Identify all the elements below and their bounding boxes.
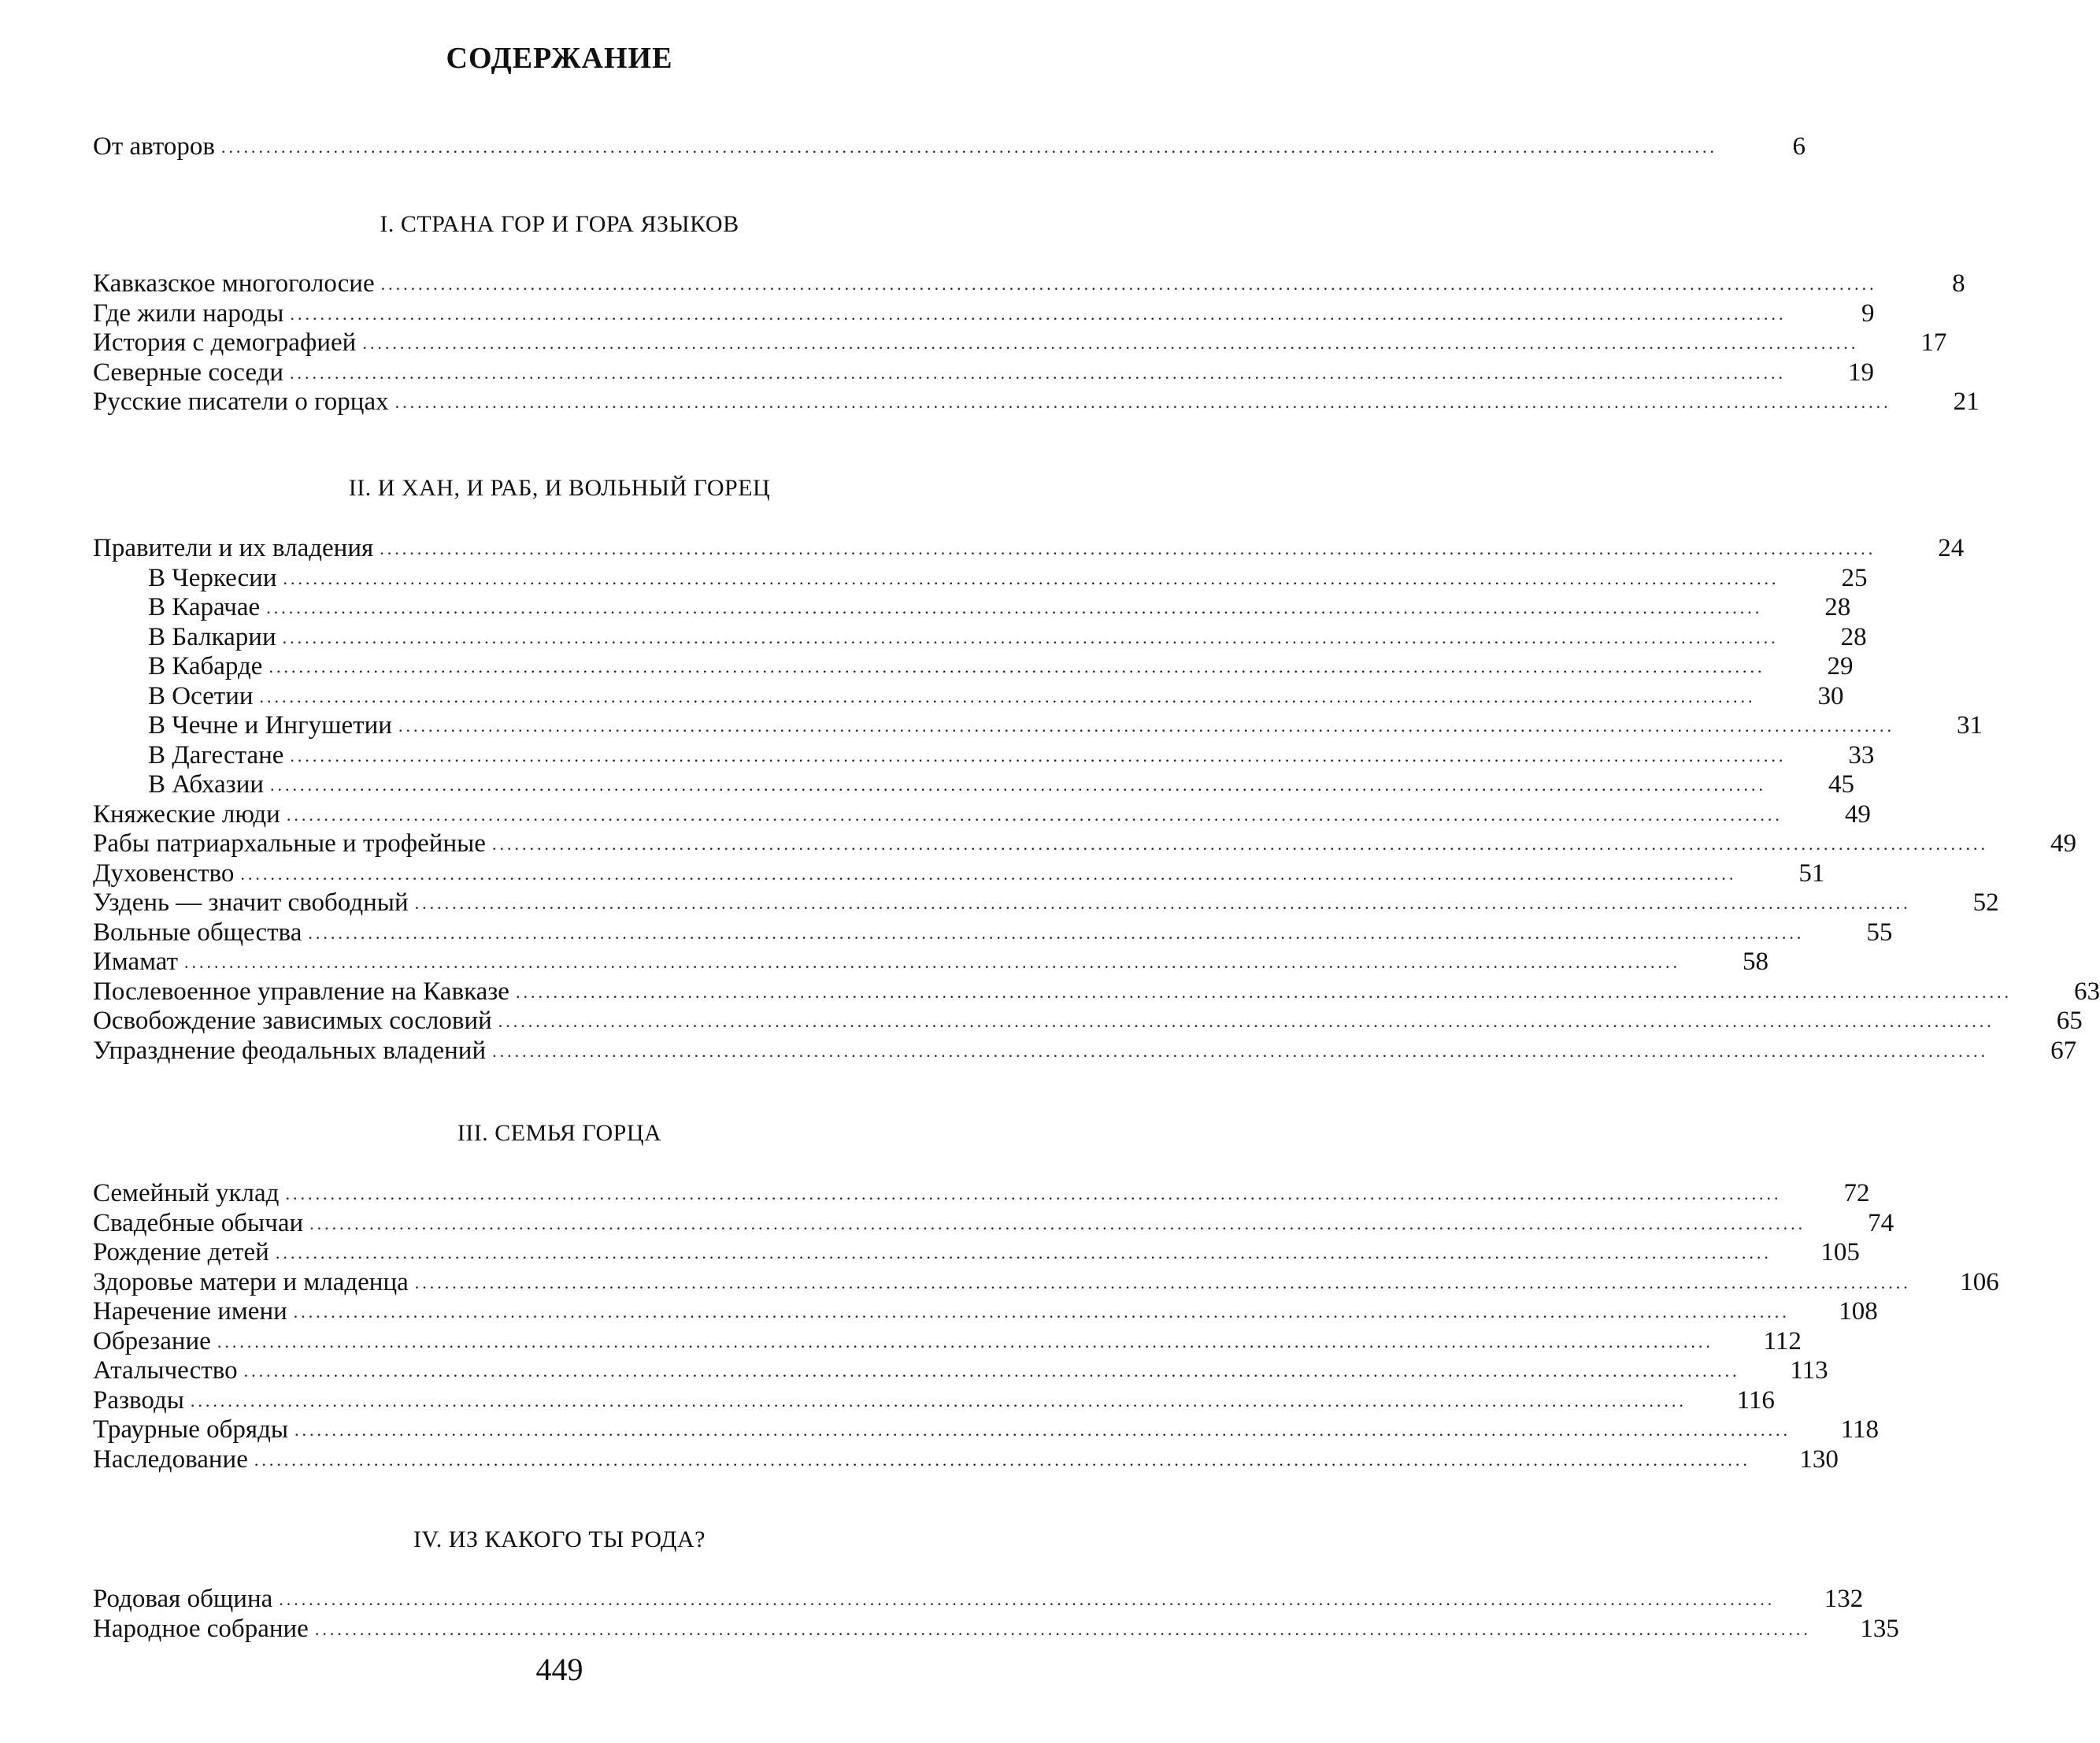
- toc-entry-label: Духовенство: [93, 859, 235, 888]
- leader-dots: ........................................................................................................................................................................................................: [394, 392, 1891, 412]
- toc-entry: [93, 1385, 1775, 1416]
- toc-entry-label: Вольные общества: [93, 918, 302, 947]
- toc-entry-label: Кавказское многоголосие: [93, 269, 375, 298]
- section-heading: IV. ИЗ КАКОГО ТЫ РОДА?: [413, 1526, 706, 1552]
- toc-entry: [93, 1585, 1864, 1615]
- leader-dots: ........................................................................................................................................................................................................: [414, 893, 1911, 913]
- toc-entry: [93, 918, 1893, 948]
- toc-subentry: [93, 770, 1855, 800]
- toc-entry-label: В Кабарде: [148, 652, 263, 681]
- toc-entry-label: Аталычество: [93, 1356, 238, 1385]
- leader-dots: ........................................................................................................................................................................................................: [515, 981, 2012, 1002]
- toc-entry-label: В Черкесии: [148, 563, 277, 592]
- toc-entry-page: 24: [1938, 534, 1965, 562]
- toc-entry-label: Наречение имени: [93, 1297, 287, 1326]
- toc-entry: [93, 829, 2076, 859]
- toc-entry-label: Упразднение феодальных владений: [93, 1036, 487, 1065]
- toc-entry-page: 6: [1792, 132, 1806, 161]
- toc-entry-label: Северные соседи: [93, 358, 284, 387]
- toc-entry-label: Русские писатели о горцах: [93, 388, 389, 416]
- leader-dots: ........................................................................................................................................................................................................: [285, 1184, 1782, 1203]
- toc-subentry: [93, 681, 1844, 712]
- toc-entry-page: 51: [1798, 859, 1825, 888]
- toc-entry-label: Родовая община: [93, 1585, 273, 1613]
- toc-entry-page: 106: [1960, 1267, 1999, 1296]
- toc-subentry: [93, 740, 1875, 771]
- toc-entry: [93, 948, 1769, 977]
- toc-entry: [93, 799, 1871, 830]
- toc-entry: [93, 1297, 1878, 1327]
- toc-entry: [93, 1326, 1802, 1357]
- leader-dots: ........................................................................................................................................................................................................: [362, 333, 1859, 353]
- page-title: СОДЕРЖАНИЕ: [446, 42, 673, 75]
- toc-entry: [93, 1179, 1870, 1209]
- toc-entry-page: 28: [1824, 593, 1851, 621]
- leader-dots: ........................................................................................................................................................................................................: [294, 1420, 1791, 1440]
- toc-entry-page: 33: [1848, 740, 1875, 770]
- toc-entry-page: 49: [1844, 799, 1871, 829]
- toc-entry-label: Здоровье матери и младенца: [93, 1267, 409, 1296]
- leader-dots: ........................................................................................................................................................................................................: [283, 568, 1780, 588]
- toc-subentry: [93, 593, 1851, 623]
- toc-entry: [93, 534, 1965, 564]
- leader-dots: ........................................................................................................................................................................................................: [290, 362, 1787, 383]
- leader-dots: ........................................................................................................................................................................................................: [491, 834, 1988, 854]
- toc-entry: [93, 328, 1947, 358]
- leader-dots: ........................................................................................................................................................................................................: [217, 1331, 1713, 1352]
- toc-entry-label: В Абхазии: [148, 770, 265, 799]
- leader-dots: ........................................................................................................................................................................................................: [293, 1302, 1790, 1322]
- toc-entry-label: Княжеские люди: [93, 799, 280, 829]
- toc-entry: [93, 1208, 1894, 1239]
- leader-dots: ........................................................................................................................................................................................................: [243, 1361, 1740, 1381]
- toc-entry: [93, 358, 1875, 388]
- toc-entry: [93, 132, 1806, 162]
- toc-entry: [93, 299, 1875, 329]
- toc-entry-page: 112: [1763, 1326, 1802, 1355]
- toc-entry: [93, 1614, 1899, 1645]
- toc-entry-label: Наследование: [93, 1444, 248, 1474]
- toc-entry-label: Траурные обряды: [93, 1415, 289, 1444]
- leader-dots: ........................................................................................................................................................................................................: [190, 1390, 1687, 1411]
- toc-entry-page: 67: [2050, 1036, 2077, 1065]
- toc-intro: [93, 132, 1806, 162]
- toc-entry-page: 118: [1840, 1415, 1880, 1444]
- leader-dots: ........................................................................................................................................................................................................: [275, 1243, 1772, 1263]
- toc-entry-label: Где жили народы: [93, 299, 284, 328]
- leader-dots: ........................................................................................................................................................................................................: [282, 627, 1779, 647]
- leader-dots: ........................................................................................................................................................................................................: [290, 303, 1787, 324]
- toc-entry-label: Уздень — значит свободный: [93, 888, 409, 917]
- leader-dots: ........................................................................................................................................................................................................: [380, 539, 1876, 558]
- toc-entry-page: 65: [2056, 1007, 2083, 1035]
- toc-entry-label: В Осетии: [148, 681, 254, 710]
- toc-entry-page: 113: [1790, 1356, 1828, 1385]
- toc-entry-page: 30: [1817, 681, 1844, 710]
- toc-entry-label: Рождение детей: [93, 1238, 269, 1266]
- toc-entry: [93, 977, 2100, 1007]
- toc-entry-label: В Балкарии: [148, 622, 276, 651]
- leader-dots: ........................................................................................................................................................................................................: [184, 952, 1681, 972]
- toc-entry-page: 45: [1828, 770, 1855, 799]
- leader-dots: ........................................................................................................................................................................................................: [259, 686, 1756, 706]
- toc-entry-label: Послевоенное управление на Кавказе: [93, 977, 509, 1006]
- toc-entry-page: 132: [1824, 1585, 1864, 1613]
- leader-dots: ........................................................................................................................................................................................................: [492, 1040, 1989, 1061]
- toc-section-1: [93, 269, 1980, 417]
- toc-entry-label: Народное собрание: [93, 1614, 309, 1643]
- toc-entry: [93, 1238, 1860, 1268]
- leader-dots: ........................................................................................................................................................................................................: [314, 1619, 1811, 1639]
- toc-entry-page: 19: [1848, 358, 1875, 387]
- leader-dots: ........................................................................................................................................................................................................: [309, 1213, 1806, 1233]
- leader-dots: ........................................................................................................................................................................................................: [220, 137, 1717, 157]
- toc-entry-page: 31: [1956, 711, 1983, 740]
- leader-dots: ........................................................................................................................................................................................................: [279, 1589, 1776, 1609]
- toc-entry-label: Освобождение зависимых сословий: [93, 1007, 492, 1035]
- toc-entry-page: 72: [1843, 1179, 1870, 1207]
- toc-entry-page: 105: [1820, 1238, 1860, 1266]
- toc-entry-label: Правители и их владения: [93, 534, 374, 562]
- toc-entry-page: 63: [2073, 977, 2100, 1006]
- toc-entry-page: 8: [1952, 269, 1965, 298]
- toc-entry-label: Обрезание: [93, 1326, 211, 1355]
- leader-dots: ........................................................................................................................................................................................................: [240, 863, 1737, 884]
- leader-dots: ........................................................................................................................................................................................................: [414, 1272, 1911, 1292]
- toc-entry-page: 116: [1736, 1385, 1775, 1415]
- toc-entry-page: 29: [1827, 652, 1854, 681]
- toc-entry-page: 58: [1743, 948, 1769, 976]
- toc-entry: [93, 1036, 2077, 1066]
- toc-entry: [93, 1267, 1999, 1298]
- toc-entry-label: От авторов: [93, 132, 215, 161]
- toc-entry-page: 25: [1841, 563, 1868, 592]
- toc-entry-label: Разводы: [93, 1385, 184, 1415]
- toc-entry-page: 74: [1868, 1208, 1894, 1237]
- toc-entry-page: 108: [1839, 1297, 1878, 1326]
- toc-entry-label: Имамат: [93, 948, 179, 976]
- toc-entry: [93, 1444, 1839, 1475]
- leader-dots: ........................................................................................................................................................................................................: [266, 598, 1763, 617]
- toc-entry: [93, 388, 1980, 417]
- toc-entry-page: 130: [1799, 1444, 1839, 1474]
- toc-entry: [93, 1415, 1880, 1445]
- toc-subentry: [93, 652, 1854, 682]
- leader-dots: ........................................................................................................................................................................................................: [498, 1011, 1994, 1031]
- section-heading: III. СЕМЬЯ ГОРЦА: [457, 1120, 662, 1146]
- toc-entry-label: Свадебные обычаи: [93, 1208, 304, 1237]
- leader-dots: ........................................................................................................................................................................................................: [286, 804, 1783, 825]
- toc-entry-page: 135: [1860, 1614, 1899, 1643]
- toc-entry-page: 55: [1866, 918, 1893, 947]
- toc-entry-label: В Чечне и Ингушетии: [148, 711, 392, 740]
- toc-section-2: [93, 534, 2100, 1066]
- leader-dots: ........................................................................................................................................................................................................: [254, 1449, 1750, 1470]
- toc-entry-page: 9: [1861, 299, 1875, 328]
- toc-entry: [93, 269, 1965, 299]
- leader-dots: ........................................................................................................................................................................................................: [380, 274, 1877, 294]
- section-heading: II. И ХАН, И РАБ, И ВОЛЬНЫЙ ГОРЕЦ: [348, 475, 771, 501]
- leader-dots: ........................................................................................................................................................................................................: [290, 745, 1787, 766]
- toc-entry-page: 21: [1953, 388, 1980, 416]
- toc-entry-page: 49: [2050, 829, 2076, 858]
- toc-entry: [93, 1356, 1828, 1386]
- toc-entry: [93, 1007, 2083, 1037]
- leader-dots: ........................................................................................................................................................................................................: [270, 775, 1767, 795]
- toc-subentry: [93, 563, 1868, 594]
- toc-entry-page: 52: [1972, 888, 1999, 917]
- leader-dots: ........................................................................................................................................................................................................: [308, 922, 1805, 943]
- toc-entry-page: 17: [1920, 328, 1947, 357]
- toc-section-4: [93, 1585, 1899, 1644]
- section-heading: I. СТРАНА ГОР И ГОРА ЯЗЫКОВ: [380, 211, 739, 237]
- toc-subentry: [93, 622, 1867, 653]
- toc-entry-page: 28: [1840, 622, 1867, 651]
- toc-entry-label: В Дагестане: [148, 740, 284, 770]
- toc-section-3: [93, 1179, 1999, 1474]
- toc-subentry: [93, 711, 1983, 741]
- leader-dots: ........................................................................................................................................................................................................: [398, 716, 1894, 736]
- leader-dots: ........................................................................................................................................................................................................: [269, 657, 1765, 677]
- page-number: 449: [535, 1652, 583, 1687]
- toc-entry: [93, 859, 1825, 889]
- toc-entry: [93, 888, 1999, 918]
- toc-entry-label: История с демографией: [93, 328, 357, 357]
- toc-entry-label: В Карачае: [148, 593, 261, 621]
- toc-entry-label: Семейный уклад: [93, 1179, 280, 1207]
- toc-entry-label: Рабы патриархальные и трофейные: [93, 829, 486, 858]
